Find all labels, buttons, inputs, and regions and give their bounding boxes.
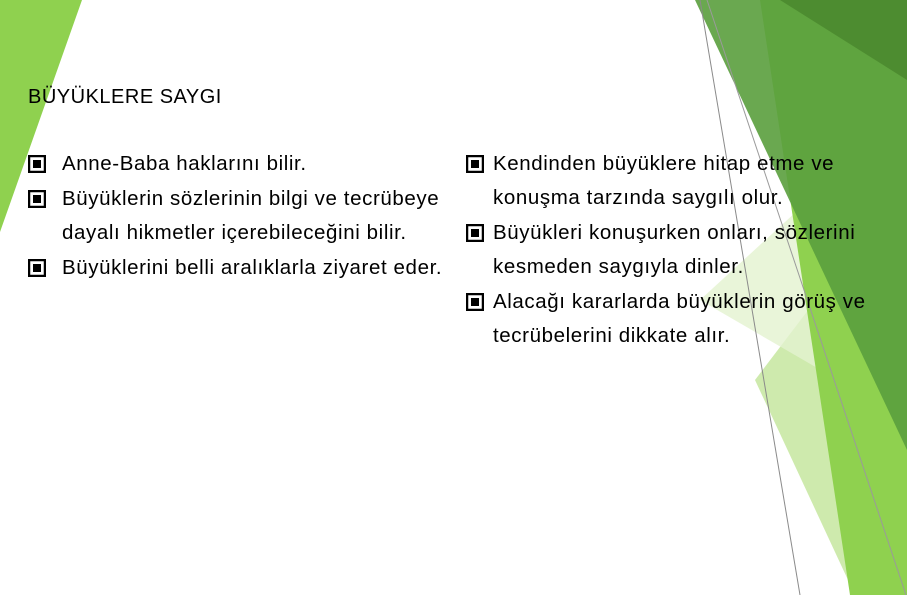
list-item [466,285,896,353]
list-item-text: Kendinden büyüklere hitap etme ve konuşma tarzında saygılı olur. [493,152,835,209]
list-item [28,182,458,250]
list-item-text: Büyüklerin sözlerinin bilgi ve tecrübeye dayalı hikmetler içerebileceğini bilir. [62,187,440,244]
checkbox-bullet-icon [28,155,46,173]
list-item [466,147,896,215]
checkbox-bullet-icon [466,224,484,242]
right-bullet-list [466,147,896,354]
list-item [28,251,458,285]
checkbox-bullet-icon [466,293,484,311]
left-bullet-list [28,147,458,286]
list-item [28,147,458,181]
list-item-text: Anne-Baba haklarını bilir. [62,152,307,175]
slide-title: BÜYÜKLERE SAYGI [28,86,222,108]
checkbox-bullet-icon [28,259,46,277]
checkbox-bullet-icon [466,155,484,173]
list-item-text: Alacağı kararlarda büyüklerin görüş ve tecrübelerini dikkate alır. [493,290,866,347]
list-item [466,216,896,284]
list-item-text: Büyükleri konuşurken onları, sözlerini kesmeden saygıyla dinler. [493,221,856,278]
checkbox-bullet-icon [28,190,46,208]
list-item-text: Büyüklerini belli aralıklarla ziyaret eder. [62,256,443,279]
